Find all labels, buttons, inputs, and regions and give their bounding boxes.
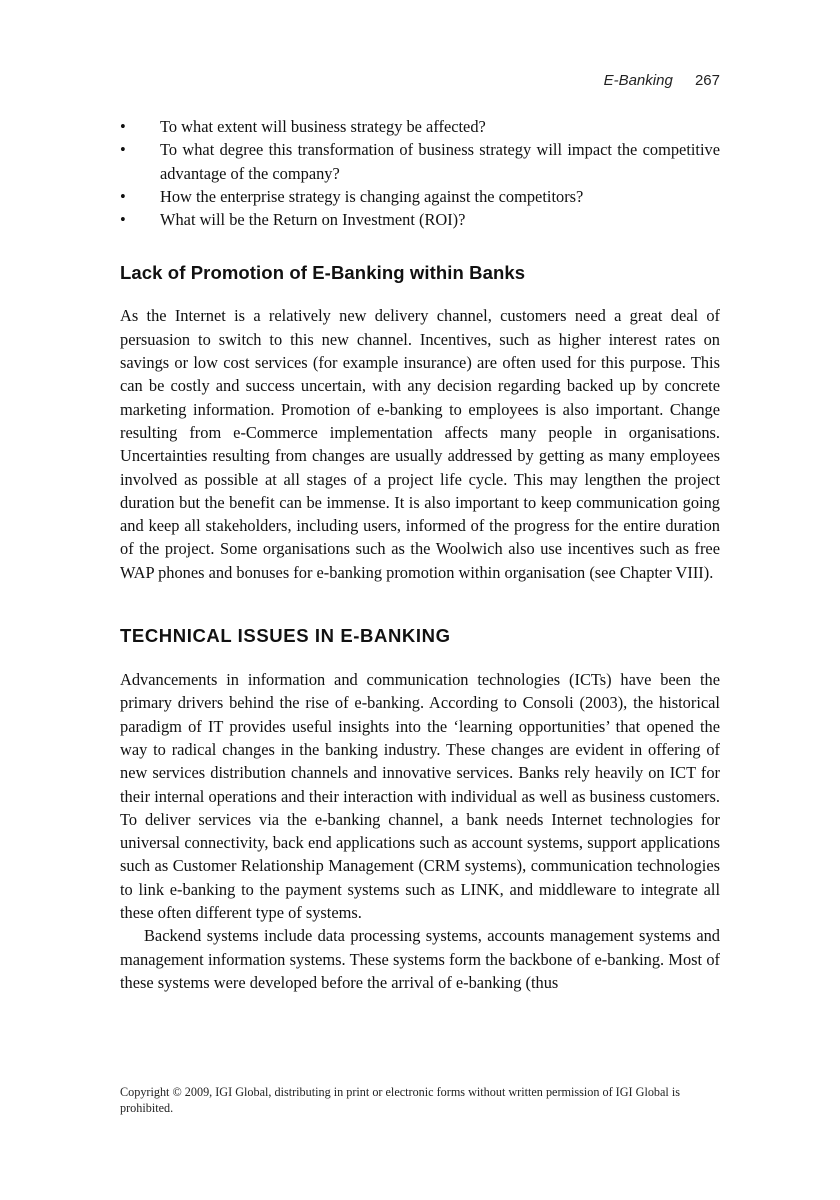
running-header [604,72,720,89]
bullet-icon: • [120,117,126,136]
bullet-icon: • [120,186,126,206]
list-item-text: To what degree this transformation of business strategy will impact the competitive advantage of the company? [160,140,720,183]
section-heading: TECHNICAL ISSUES IN E-BANKING [120,625,451,647]
list-item-text: To what extent will business strategy be affected? [160,117,486,136]
list-item-text: How the enterprise strategy is changing against the competitors? [160,186,584,206]
list-item-text: What will be the Return on Investment (ROI)? [160,210,466,230]
body-content [120,115,720,994]
body-paragraph: Advancements in information and communication technologies (ICTs) have been the primary drivers behind the rise of e-banking. According to Consoli (2003), the historical paradigm of IT provides useful insights into the ‘learning opportunities’ that opened the way to radical changes in the banking industry. These changes are evident in offering of new services distribution channels and innovative services. Banks rely heavily on ICT for their internal operations and their interaction with individual as well as business customers. To deliver services via the e-banking channel, a bank needs Internet technologies for universal connectivity, back end applications such as account systems, support applications such as Customer Relationship Management (CRM systems), communication technologies to link e-banking to the payment systems such as LINK, and middleware to integrate all these often different type of systems. [120,670,720,923]
list-item [120,208,720,231]
list-item [120,185,720,208]
body-paragraph: As the Internet is a relatively new delivery channel, customers need a great deal of persuasion to switch to this new channel. Incentives, such as higher interest rates on savings or low cost services (for example insurance) are often used for this purpose. This can be costly and success uncertain, with any decision regarding backed up by concrete marketing information. Promotion of e-banking to employees is also important. Change resulting from e-Commerce implementation affects many people in organisations. Uncertainties resulting from changes are usually addressed by getting as many employees involved as possible at all stages of a project life cycle. This may lengthen the project duration but the benefit can be immense. It is also important to keep communication going and keep all stakeholders, including users, informed of the progress for the entire duration of the project. Some organisations such as the Woolwich also use incentives such as free WAP phones and bonuses for e-banking promotion within organisation (see Chapter VIII). [120,306,720,582]
list-item [120,138,720,185]
bullet-icon: • [120,210,126,230]
running-title: E-Banking [603,72,673,89]
bullet-icon: • [120,140,126,160]
copyright-footer: Copyright © 2009, IGI Global, distributing in print or electronic forms without written permission of IGI Global is prohibited. [120,1085,680,1115]
page-number: 267 [694,72,720,89]
list-item [120,115,720,138]
body-paragraph: Backend systems include data processing systems, accounts management systems and management information systems. These systems form the backbone of e-banking. Most of these systems were developed before the arrival of e-banking (thus [120,926,720,992]
question-list [120,115,720,231]
subsection-heading: Lack of Promotion of E-Banking within Banks [120,262,526,284]
